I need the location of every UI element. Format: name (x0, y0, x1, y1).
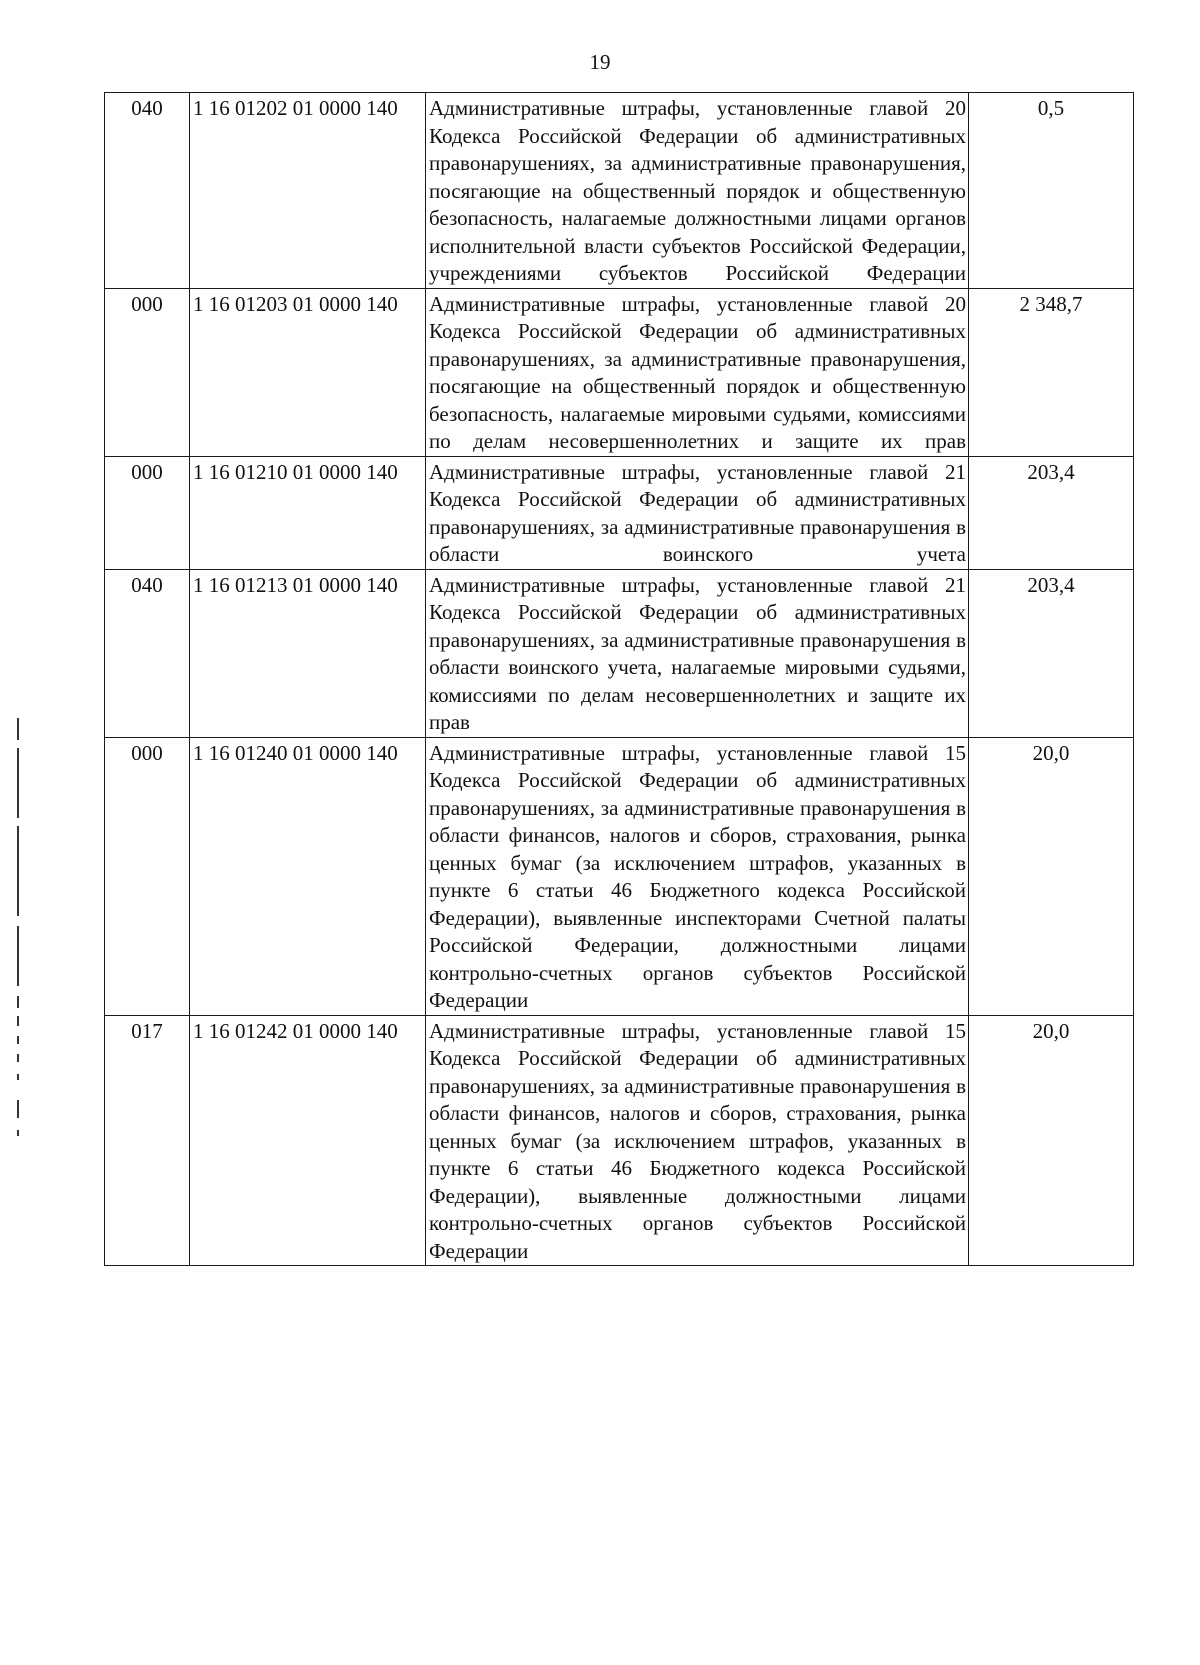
amount-cell: 203,4 (969, 456, 1134, 569)
admin-code-cell: 000 (105, 737, 190, 1015)
scan-margin-mark (17, 1100, 19, 1118)
amount-cell: 20,0 (969, 1015, 1134, 1266)
table-row (105, 288, 1134, 456)
table-row (105, 737, 1134, 1015)
revenue-name-cell: Административные штрафы, установленные главой 15 Кодекса Российской Федерации об административных правонарушениях, за административные правонарушения в области финансов, налогов и сборов, страхования, рынка ценных бумаг (за исключением штрафов, указанных в пункте 6 статьи 46 Бюджетного кодекса Российской Федерации), выявленные должностными лицами контрольно-счетных органов субъектов Российской Федерации (426, 1015, 969, 1266)
amount-cell: 20,0 (969, 737, 1134, 1015)
scan-margin-mark (17, 1130, 19, 1136)
admin-code-cell: 040 (105, 93, 190, 289)
admin-code-cell: 017 (105, 1015, 190, 1266)
amount-cell: 203,4 (969, 569, 1134, 737)
scan-margin-mark (17, 926, 19, 986)
table-row (105, 456, 1134, 569)
scan-margin-mark (17, 826, 19, 916)
scan-margin-mark (17, 1016, 19, 1026)
budget-code-cell: 1 16 01240 01 0000 140 (190, 737, 426, 1015)
admin-code-cell: 040 (105, 569, 190, 737)
scan-margin-mark (17, 1036, 19, 1044)
budget-code-cell: 1 16 01213 01 0000 140 (190, 569, 426, 737)
amount-cell: 0,5 (969, 93, 1134, 289)
revenue-table (104, 92, 1134, 1266)
scan-margin-mark (17, 996, 19, 1008)
scan-margin-mark (17, 1054, 19, 1062)
revenue-name-cell: Административные штрафы, установленные главой 20 Кодекса Российской Федерации об административных правонарушениях, за административные правонарушения, посягающие на общественный порядок и общественную безопасность, налагаемые должностными лицами органов исполнительной власти субъектов Российской Федерации, учреждениями субъектов Российской Федерации (426, 93, 969, 289)
budget-code-cell: 1 16 01203 01 0000 140 (190, 288, 426, 456)
scan-margin-mark (17, 718, 19, 740)
table-row (105, 93, 1134, 289)
admin-code-cell: 000 (105, 456, 190, 569)
amount-cell: 2 348,7 (969, 288, 1134, 456)
page-number: 19 (589, 50, 611, 74)
revenue-name-cell: Административные штрафы, установленные главой 15 Кодекса Российской Федерации об административных правонарушениях, за административные правонарушения в области финансов, налогов и сборов, страхования, рынка ценных бумаг (за исключением штрафов, указанных в пункте 6 статьи 46 Бюджетного кодекса Российской Федерации), выявленные инспекторами Счетной палаты Российской Федерации, должностными лицами контрольно-счетных органов субъектов Российской Федерации (426, 737, 969, 1015)
revenue-name-cell: Административные штрафы, установленные главой 20 Кодекса Российской Федерации об административных правонарушениях, за административные правонарушения, посягающие на общественный порядок и общественную безопасность, налагаемые мировыми судьями, комиссиями по делам несовершеннолетних и защите их прав (426, 288, 969, 456)
scan-margin-mark (17, 748, 19, 818)
revenue-name-cell: Административные штрафы, установленные главой 21 Кодекса Российской Федерации об административных правонарушениях, за административные правонарушения в области воинского учета (426, 456, 969, 569)
table-row (105, 569, 1134, 737)
budget-code-cell: 1 16 01202 01 0000 140 (190, 93, 426, 289)
revenue-name-cell: Административные штрафы, установленные главой 21 Кодекса Российской Федерации об административных правонарушениях, за административные правонарушения в области воинского учета, налагаемые мировыми судьями, комиссиями по делам несовершеннолетних и защите их прав (426, 569, 969, 737)
table-row (105, 1015, 1134, 1266)
scan-margin-mark (17, 1074, 19, 1080)
admin-code-cell: 000 (105, 288, 190, 456)
budget-code-cell: 1 16 01242 01 0000 140 (190, 1015, 426, 1266)
budget-code-cell: 1 16 01210 01 0000 140 (190, 456, 426, 569)
